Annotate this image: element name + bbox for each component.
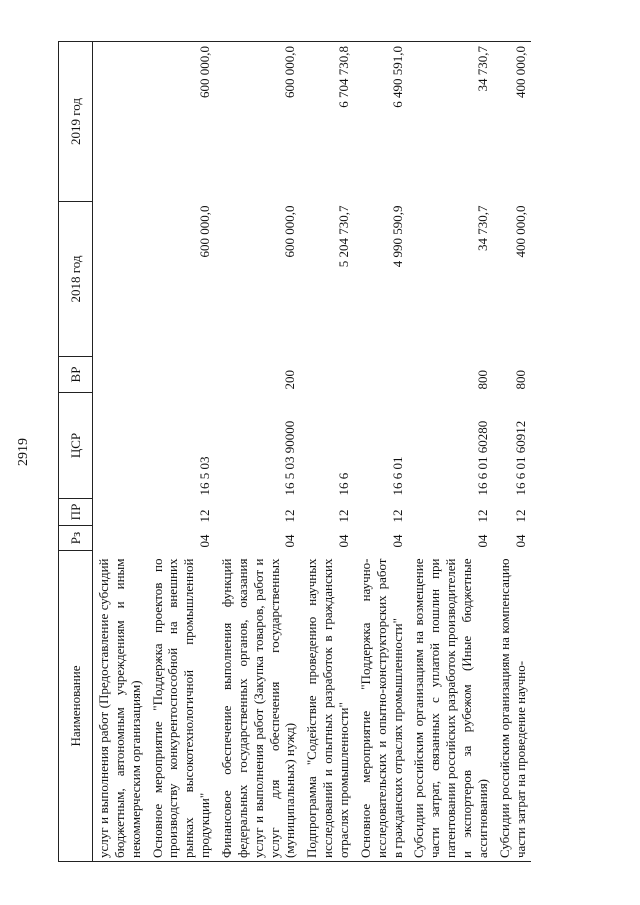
row-pr: 12 (389, 509, 405, 523)
row-pr: 12 (282, 509, 298, 523)
row-name: Основное мероприятие "Поддержка проектов по производству конкурентоспособной на внешних рынках высокотехнологичной промышленной продукции" (147, 551, 216, 862)
header-2018: 2018 год (59, 202, 93, 357)
row-csr: 16 6 01 (389, 456, 405, 496)
table-row (408, 42, 493, 862)
table-row (147, 42, 216, 862)
row-pr: 12 (474, 509, 490, 523)
row-rz: 04 (474, 534, 490, 548)
rotated-page (58, 42, 588, 862)
row-name: Субсидии российским организациям на компенсацию части затрат на проведение научно- (494, 551, 532, 862)
row-rz: 04 (197, 534, 213, 548)
row-pr: 12 (197, 509, 213, 523)
header-2019: 2019 год (59, 42, 93, 202)
row-name: Финансовое обеспечение выполнения функций федеральных государственных органов, оказания услуг и выполнения работ (Закупка товаров, работ и услуг для обеспечения государственных (муниципальных) нужд) (216, 551, 301, 862)
row-vr: 800 (474, 370, 490, 390)
row-pr (93, 499, 147, 526)
row-csr: 16 5 03 (197, 456, 213, 496)
header-csr: ЦСР (59, 393, 93, 499)
row-vr (355, 357, 409, 393)
row-csr: 16 6 01 60912 (512, 420, 528, 496)
page-number: 2919 (16, 438, 31, 466)
row-pr: 12 (512, 509, 528, 523)
row-rz: 04 (282, 534, 298, 548)
row-vr (301, 357, 355, 393)
row-2018 (93, 202, 147, 357)
row-vr (93, 357, 147, 393)
row-name: Основное мероприятие "Поддержка научно-исследовательских и опытно-конструкторских работ в гражданских отраслях промышленности" (355, 551, 409, 862)
row-rz: 04 (389, 534, 405, 548)
row-2018: 34 730,7 (474, 205, 490, 251)
row-2018: 600 000,0 (197, 205, 213, 258)
row-csr (93, 393, 147, 499)
budget-table (58, 41, 531, 862)
table-row (216, 42, 301, 862)
row-2019: 6 490 591,0 (355, 42, 409, 202)
row-csr: 16 6 (336, 472, 352, 496)
row-vr (147, 357, 216, 393)
header-rz: Рз (59, 526, 93, 551)
row-2018: 600 000,0 (282, 205, 298, 258)
table-row (93, 42, 147, 862)
row-2019: 34 730,7 (408, 42, 493, 202)
row-2018: 4 990 590,9 (389, 205, 405, 268)
row-vr: 800 (512, 370, 528, 390)
row-2019: 6 704 730,8 (301, 42, 355, 202)
row-vr: 200 (282, 370, 298, 390)
row-2019: 600 000,0 (147, 42, 216, 202)
row-2018: 400 000,0 (512, 205, 528, 258)
table-row (494, 42, 532, 862)
row-name: Субсидии российским организациям на возмещение части затрат, связанных с уплатой пошлин при патентовании российских разработок производителей и экспортеров за рубежом (Иные бюджетные ассигнования) (408, 551, 493, 862)
row-rz: 04 (512, 534, 528, 548)
row-name: Подпрограмма "Содействие проведению научных исследований и опытных разработок в гражданских отраслях промышленности" (301, 551, 355, 862)
header-name: Наименование (59, 551, 93, 862)
table-row (301, 42, 355, 862)
row-2019: 400 000,0 (494, 42, 532, 202)
row-name: услуг и выполнения работ (Предоставление субсидий бюджетным, автономным учреждениям и иным некоммерческим организациям) (93, 551, 147, 862)
header-vr: ВР (59, 357, 93, 393)
table-header (59, 42, 93, 862)
header-pr: ПР (59, 499, 93, 526)
row-2019 (93, 42, 147, 202)
row-2019: 600 000,0 (216, 42, 301, 202)
row-csr: 16 6 01 60280 (474, 420, 490, 496)
row-csr: 16 5 03 90000 (282, 420, 298, 496)
row-rz: 04 (336, 534, 352, 548)
row-pr: 12 (336, 509, 352, 523)
table-row (355, 42, 409, 862)
page-number-wrap (16, 438, 34, 466)
row-rz (93, 526, 147, 551)
row-2018: 5 204 730,7 (336, 205, 352, 268)
